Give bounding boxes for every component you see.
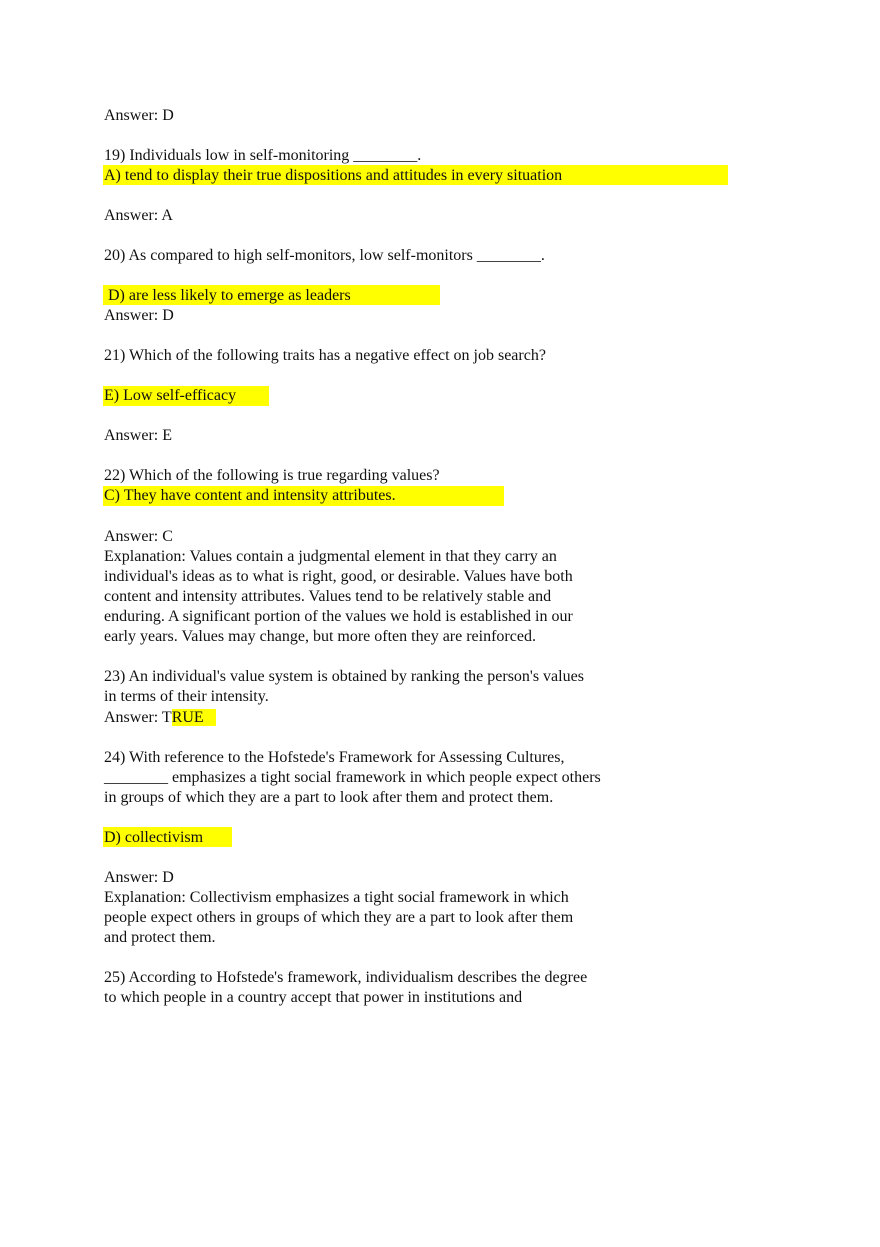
question-24-line: 24) With reference to the Hofstede's Framework for Assessing Cultures, xyxy=(104,749,565,766)
answer-22: Answer: C xyxy=(104,528,173,545)
question-20: 20) As compared to high self-monitors, low self-monitors ________. xyxy=(104,247,545,264)
answer-21: Answer: E xyxy=(104,427,172,444)
option-24: D) collectivism xyxy=(104,829,204,846)
option-19: A) tend to display their true dispositions and attitudes in every situation xyxy=(104,167,563,184)
answer-24: Answer: D xyxy=(104,869,174,886)
explanation-22-line: early years. Values may change, but more often they are reinforced. xyxy=(104,628,536,645)
explanation-22-line: enduring. A significant portion of the values we hold is established in our xyxy=(104,608,573,625)
answer-20: Answer: D xyxy=(104,307,174,324)
option-21: E) Low self-efficacy xyxy=(104,387,237,404)
question-25-line: to which people in a country accept that power in institutions and xyxy=(104,989,523,1006)
option-20: D) are less likely to emerge as leaders xyxy=(104,287,351,304)
explanation-24-line: and protect them. xyxy=(104,929,216,946)
explanation-24-line: people expect others in groups of which they are a part to look after them xyxy=(104,909,574,926)
explanation-22-line: individual's ideas as to what is right, good, or desirable. Values have both xyxy=(104,568,573,585)
question-25-line: 25) According to Hofstede's framework, individualism describes the degree xyxy=(104,969,588,986)
question-23-line: 23) An individual's value system is obtained by ranking the person's values xyxy=(104,668,584,685)
question-21: 21) Which of the following traits has a negative effect on job search? xyxy=(104,347,546,364)
question-24-line: in groups of which they are a part to look after them and protect them. xyxy=(104,789,554,806)
explanation-22-line: content and intensity attributes. Values tend to be relatively stable and xyxy=(104,588,552,605)
explanation-24-line: Explanation: Collectivism emphasizes a tight social framework in which xyxy=(104,889,569,906)
question-24-line: ________ emphasizes a tight social framework in which people expect others xyxy=(104,769,601,786)
answer-19: Answer: A xyxy=(104,207,173,224)
question-22: 22) Which of the following is true regarding values? xyxy=(104,467,440,484)
explanation-22-line: Explanation: Values contain a judgmental element in that they carry an xyxy=(104,548,557,565)
option-22: C) They have content and intensity attributes. xyxy=(104,487,396,504)
answer-23-prefix: Answer: T xyxy=(104,709,172,726)
question-23-line: in terms of their intensity. xyxy=(104,688,269,705)
question-19: 19) Individuals low in self-monitoring ________. xyxy=(104,147,422,164)
answer-line: Answer: D xyxy=(104,107,174,124)
answer-23 xyxy=(104,708,216,728)
answer-23-highlight: RUE xyxy=(172,709,216,726)
